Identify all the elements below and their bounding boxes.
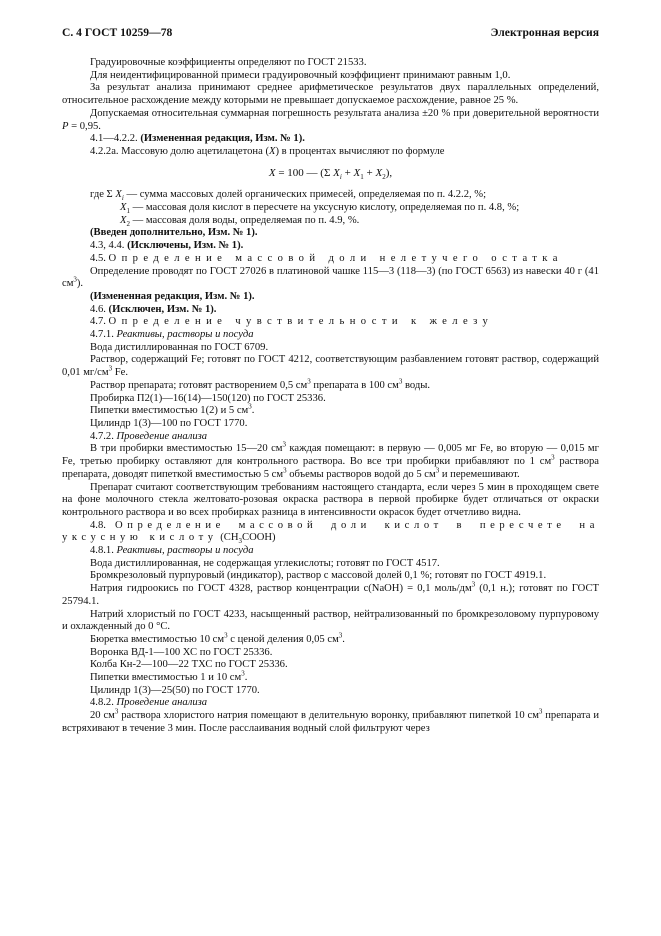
subsection-heading: 4.7.2. Проведение анализа <box>90 430 208 442</box>
formula-legend: где Σ $X_i$ — сумма массовых долей органических примесей, определяемая по п. 4.2.2, %; <box>90 189 487 203</box>
paragraph: Вода дистиллированная, не содержащая углекислоты; готовят по ГОСТ 4517. <box>90 557 440 569</box>
paragraph: В три пробирки вместимостью 15—20 $см^3$ каждая помещают: в первую — 0,005 мг Fe, во вторую — 0,015 мг Fe, третью пробирку оставляют для контрольного раствора. Во все три пробирки прибавляют по 1 $см^3$ раствора препарата, доводят пипеткой вместимостью 5 $см^3$ объемы растворов водой до 5 $см^3$ и перемешивают. <box>62 440 599 480</box>
paragraph: Бромкрезоловый пурпуровый (индикатор), раствор с массовой долей 0,1 %; готовят по ГОСТ 4919.1. <box>90 570 547 582</box>
paragraph: Воронка ВД-1—100 ХС по ГОСТ 25336. <box>90 646 273 658</box>
subsection-heading: 4.8.1. Реактивы, растворы и посуда <box>90 545 254 557</box>
paragraph: Бюретка вместимостью 10 $см^3$ с ценой деления 0,05 $см^3$. <box>90 631 345 645</box>
section-heading: 4.7. Определение чувствительности к железу <box>90 316 494 328</box>
paragraph: Раствор, содержащий Fe; готовят по ГОСТ 4212, соответствующим разбавлением готовят раствор, содержащий 0,01 $мг/см^3$ Fe. <box>62 354 599 379</box>
amendment-note: (Введен дополнительно, Изм. № 1). <box>90 227 258 239</box>
formula-legend: $X_1$ — массовая доля кислот в пересчете на уксусную кислоту, определяемая по п. 4.8, %; <box>120 202 520 216</box>
paragraph: За результат анализа принимают среднее арифметическое результатов двух параллельных определений, относительное расхождение между которыми не превышает допускаемое расхождение, равное 25 %. <box>62 82 599 107</box>
subsection-heading: 4.8.2. Проведение анализа <box>90 697 208 709</box>
paragraph: Натрия гидроокись по ГОСТ 4328, раствор концентрации c(NaOH) = 0,1 моль/$дм^3$ (0,1 н.); готовят по ГОСТ 25794.1. <box>62 580 599 607</box>
amendment-note: (Измененная редакция, Изм. № 1). <box>90 290 255 302</box>
paragraph: 4.2.2а. Массовую долю ацетилацетона (X) в процентах вычисляют по формуле <box>90 145 445 157</box>
paragraph: Пипетки вместимостью 1(2) и 5 $см^3$. <box>90 402 255 417</box>
amendment-note: 4.1—4.2.2. (Измененная редакция, Изм. № 1). <box>90 133 305 145</box>
section-heading: 4.5. Определение массовой доли нелетучего остатка <box>90 252 563 264</box>
paragraph: Допускаемая относительная суммарная погрешность результата анализа ±20 % при доверительной вероятности P = 0,95. <box>62 107 599 132</box>
section-heading: 4.8. Определение массовой доли кислот в пересчете на уксусную кислоту $(CH_3COOH)$ <box>62 519 599 546</box>
paragraph: 20 $см^3$ раствора хлористого натрия помещают в делительную воронку, прибавляют пипеткой 10 $см^3$ препарата и встряхивают в течение 3 мин. После расслаивания водный слой фильтруют через <box>62 707 599 734</box>
paragraph: Определение проводят по ГОСТ 27026 в платиновой чашке 115—3 (118—3) (по ГОСТ 6563) из навески 40 г (41 $см^3$). <box>62 265 599 290</box>
page-header-version: Электронная версия <box>490 26 599 39</box>
paragraph: Вода дистиллированная по ГОСТ 6709. <box>90 341 269 353</box>
subsection-heading: 4.7.1. Реактивы, растворы и посуда <box>90 329 254 341</box>
paragraph: Пробирка П2(1)—16(14)—150(120) по ГОСТ 25336. <box>90 392 326 404</box>
paragraph: Для неидентифицированной примеси градуировочный коэффициент принимают равным 1,0. <box>90 69 511 81</box>
paragraph: Пипетки вместимостью 1 и 10 $см^3$. <box>90 669 248 684</box>
amendment-note: 4.3, 4.4. (Исключены, Изм. № 1). <box>90 240 244 252</box>
paragraph: Градуировочные коэффициенты определяют по ГОСТ 21533. <box>90 57 367 68</box>
paragraph: Препарат считают соответствующим требованиям настоящего стандарта, если через 5 мин в проходящем свете на фоне молочного стекла желтовато-розовая окраска раствора в первой пробирке будет отличаться от окраски контрольного раствора и во всех пробирках разница в интенсивности окрасок будет отчетливо видна. <box>62 481 599 518</box>
paragraph: Цилиндр 1(3)—25(50) по ГОСТ 1770. <box>90 684 260 696</box>
formula-legend: $X_2$ — массовая доля воды, определяемая по п. 4.9, %. <box>120 214 360 228</box>
amendment-note: 4.6. (Исключен, Изм. № 1). <box>90 303 217 315</box>
paragraph: Натрий хлористый по ГОСТ 4233, насыщенный раствор, нейтрализованный по бромкрезоловому пурпуровому и охлажденный до 0 °С. <box>62 608 599 633</box>
formula-acetylacetone: X = 100 — (Σ $X_i + X_1 + X_2$), <box>268 166 393 181</box>
paragraph: Цилиндр 1(3)—100 по ГОСТ 1770. <box>90 417 248 429</box>
page-header-standard: С. 4 ГОСТ 10259—78 <box>62 26 173 39</box>
document-body <box>62 57 599 736</box>
paragraph: Раствор препарата; готовят растворением 0,5 $см^3$ препарата в 100 $см^3$ воды. <box>90 377 431 391</box>
paragraph: Колба Кн-2—100—22 ТХС по ГОСТ 25336. <box>90 659 288 671</box>
